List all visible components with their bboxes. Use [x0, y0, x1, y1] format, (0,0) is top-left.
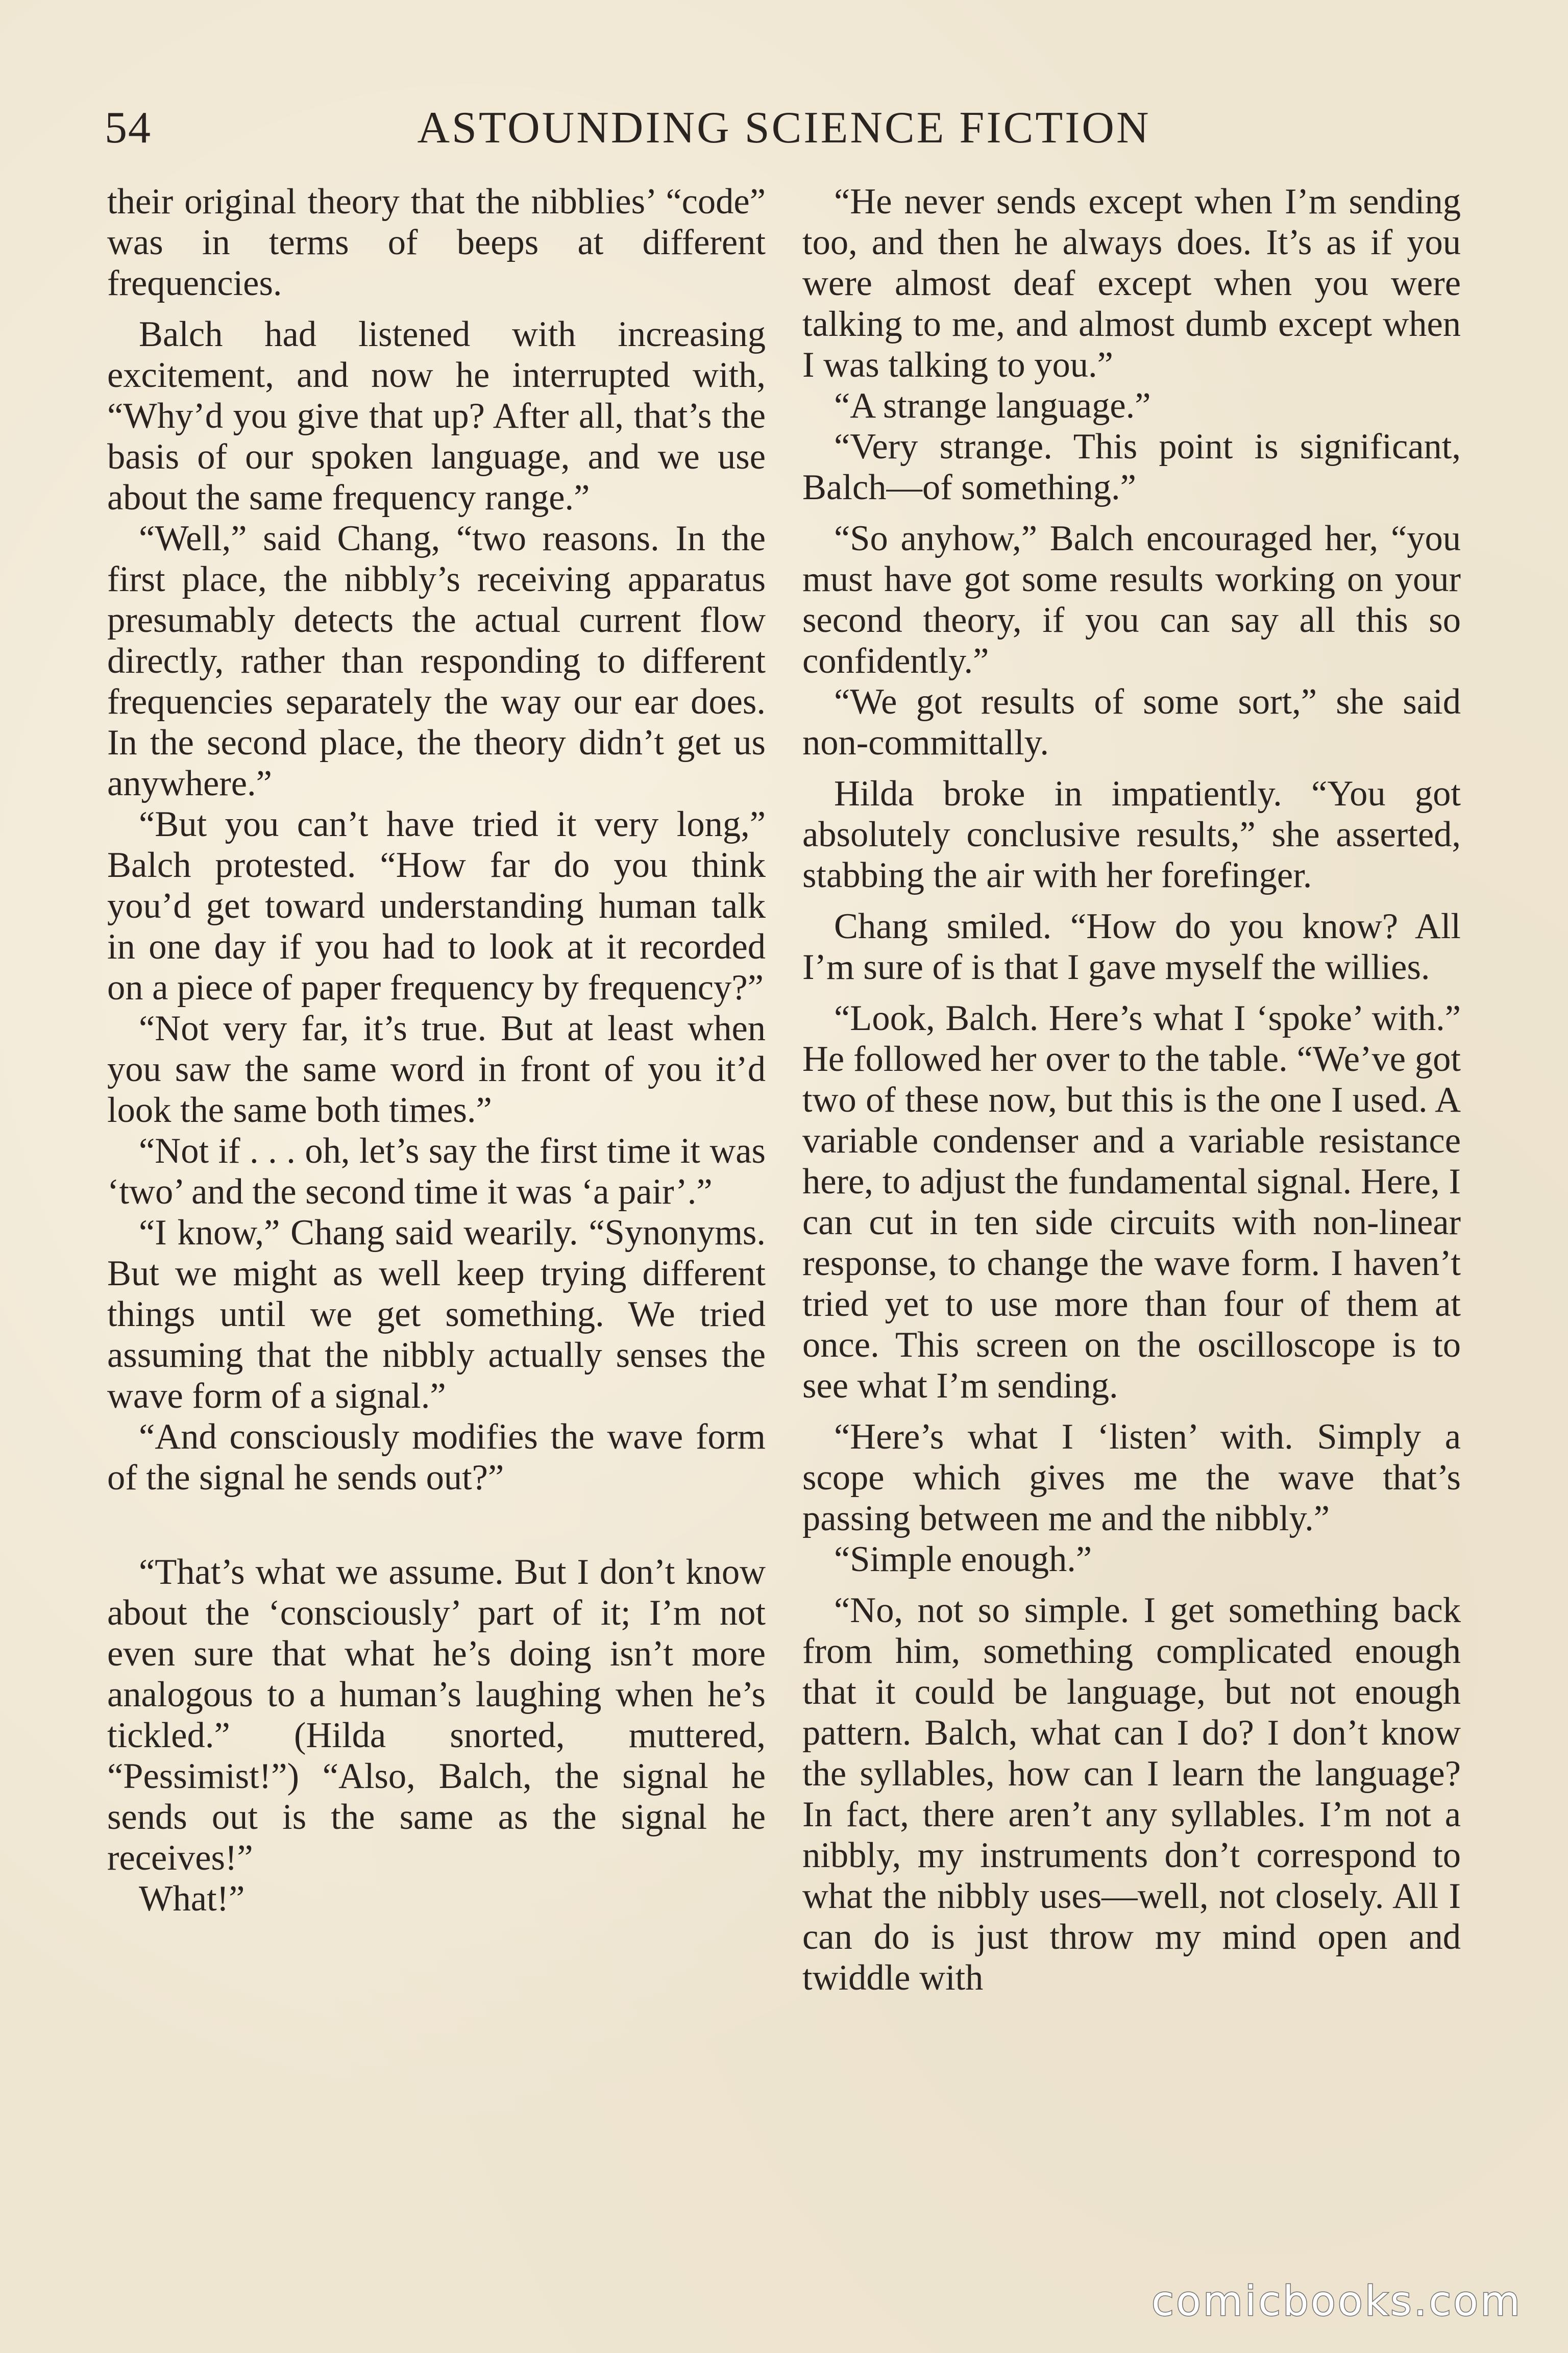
paragraph: “So anyhow,” Balch encouraged her, “you must have got some results working on your second theory, if you can say all this so confidently.” [802, 519, 1461, 681]
paragraph: “Not if . . . oh, let’s say the first time it was ‘two’ and the second time it was ‘a pair’.” [107, 1131, 766, 1212]
paragraph: “Well,” said Chang, “two reasons. In the first place, the nibbly’s receiving apparatus presumably detects the actual current flow directly, rather than responding to different frequencies separately the way our ear does. In the second place, the theory didn’t get us anywhere.” [107, 519, 766, 803]
paragraph: “And consciously modifies the wave form of the signal he sends out?” [107, 1417, 766, 1498]
paragraph: “A strange language.” [834, 386, 1151, 426]
paragraph: “Here’s what I ‘listen’ with. Simply a scope which gives me the wave that’s passing between me and the nibbly.” [802, 1417, 1461, 1538]
paragraph: Balch had listened with increasing excitement, and now he interrupted with, “Why’d you give that up? After all, that’s the basis of our spoken language, and we use about the same frequency range.” [107, 314, 766, 518]
paragraph: Hilda broke in impatiently. “You got absolutely conclusive results,” she asserted, stabbing the air with her forefinger. [802, 774, 1461, 895]
paragraph: “No, not so simple. I get something back from him, something complicated enough that it could be language, but not enough pattern. Balch, what can I do? I don’t know the syllables, how can I learn the language? In fact, there aren’t any syllables. I’m not a nibbly, my instruments don’t correspond to what the nibbly uses—well, not closely. All I can do is just throw my mind open and twiddle with [802, 1590, 1461, 1998]
paragraph: “Simple enough.” [834, 1539, 1092, 1579]
paragraph: “Look, Balch. Here’s what I ‘spoke’ with.” He followed her over to the table. “We’ve got two of these now, but this is the one I used. A variable condenser and a variable resistance here, to adjust the fundamental signal. Here, I can cut in ten side circuits with non-linear response, to change the wave form. I haven’t tried yet to use more than four of them at once. This screen on the oscilloscope is to see what I’m sending. [802, 998, 1461, 1406]
paragraph: “I know,” Chang said wearily. “Synonyms. But we might as well keep trying different things until we get something. We tried assuming that the nibbly actually senses the wave form of a signal.” [107, 1213, 766, 1416]
paragraph: Chang smiled. “How do you know? All I’m sure of is that I gave myself the willies. [802, 906, 1461, 987]
running-head: ASTOUNDING SCIENCE FICTION [417, 103, 1151, 153]
paragraph: their original theory that the nibblies’ “code” was in terms of beeps at different frequencies. [107, 182, 766, 303]
left-column [107, 181, 766, 1919]
page-number: 54 [105, 103, 152, 153]
paragraph: “That’s what we assume. But I don’t know about the ‘consciously’ part of it; I’m not even sure that what he’s doing isn’t more analogous to a human’s laughing when he’s tickled.” (Hilda snorted, muttered, “Pessimist!”) “Also, Balch, the signal he sends out is the same as the signal he receives!” [107, 1552, 766, 1878]
paragraph: What!” [139, 1879, 245, 1919]
page-header [105, 102, 1463, 163]
right-column [802, 181, 1461, 1998]
paragraph: “Very strange. This point is significant, Balch—of something.” [802, 427, 1461, 507]
paragraph: “But you can’t have tried it very long,” Balch protested. “How far do you think you’d get toward understanding human talk in one day if you had to look at it recorded on a piece of paper frequency by frequency?” [107, 804, 766, 1008]
paragraph: “Not very far, it’s true. But at least when you saw the same word in front of you it’d look the same both times.” [107, 1009, 766, 1130]
site-watermark: comicbooks.com [1151, 2277, 1522, 2325]
paragraph: “He never sends except when I’m sending too, and then he always does. It’s as if you were almost deaf except when you were talking to me, and almost dumb except when I was talking to you.” [802, 182, 1461, 385]
paragraph: “We got results of some sort,” she said non-committally. [802, 682, 1461, 763]
